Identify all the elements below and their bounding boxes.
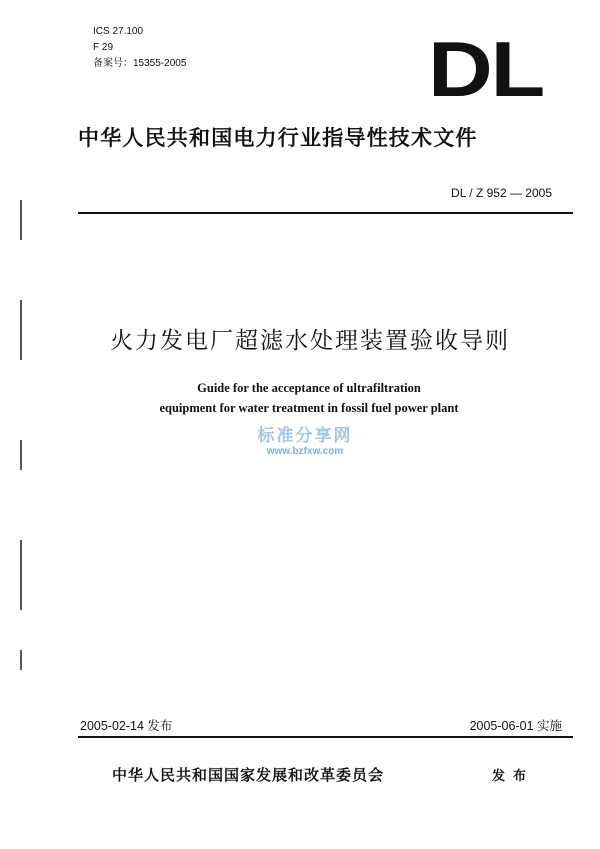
bottom-divider: [78, 736, 573, 738]
scan-artifact: [20, 650, 22, 670]
watermark-name: 标准分享网: [257, 426, 353, 446]
organization-title: 中华人民共和国电力行业指导性技术文件: [78, 126, 478, 150]
meta-block: [93, 24, 186, 72]
filing-number: 备案号：15355-2005: [93, 58, 187, 69]
dl-logo: DL: [428, 25, 543, 113]
document-title-en: [0, 378, 600, 418]
publish-date: 2005-02-14 发布: [80, 719, 173, 733]
scan-artifact: [20, 540, 22, 610]
watermark-url: www.bzfxw.com: [266, 446, 344, 457]
issuing-authority: 中华人民共和国国家发展和改革委员会: [112, 766, 385, 784]
ics-code: ICS 27.100: [93, 26, 144, 37]
document-title-cn: 火力发电厂超滤水处理装置验收导则: [110, 328, 510, 354]
issue-verb: 发布: [492, 769, 535, 784]
standard-code: DL / Z 952 — 2005: [451, 186, 552, 200]
category-code: F 29: [93, 42, 114, 53]
scan-artifact: [20, 300, 22, 360]
title-en-line-2: equipment for water treatment in fossil fuel power plant: [159, 401, 459, 415]
effective-date: 2005-06-01 实施: [469, 719, 562, 733]
scan-artifact: [20, 440, 22, 470]
title-en-line-1: Guide for the acceptance of ultrafiltration: [197, 381, 421, 395]
scan-artifact: [20, 200, 22, 240]
top-divider: [78, 212, 573, 214]
watermark: [240, 426, 370, 458]
